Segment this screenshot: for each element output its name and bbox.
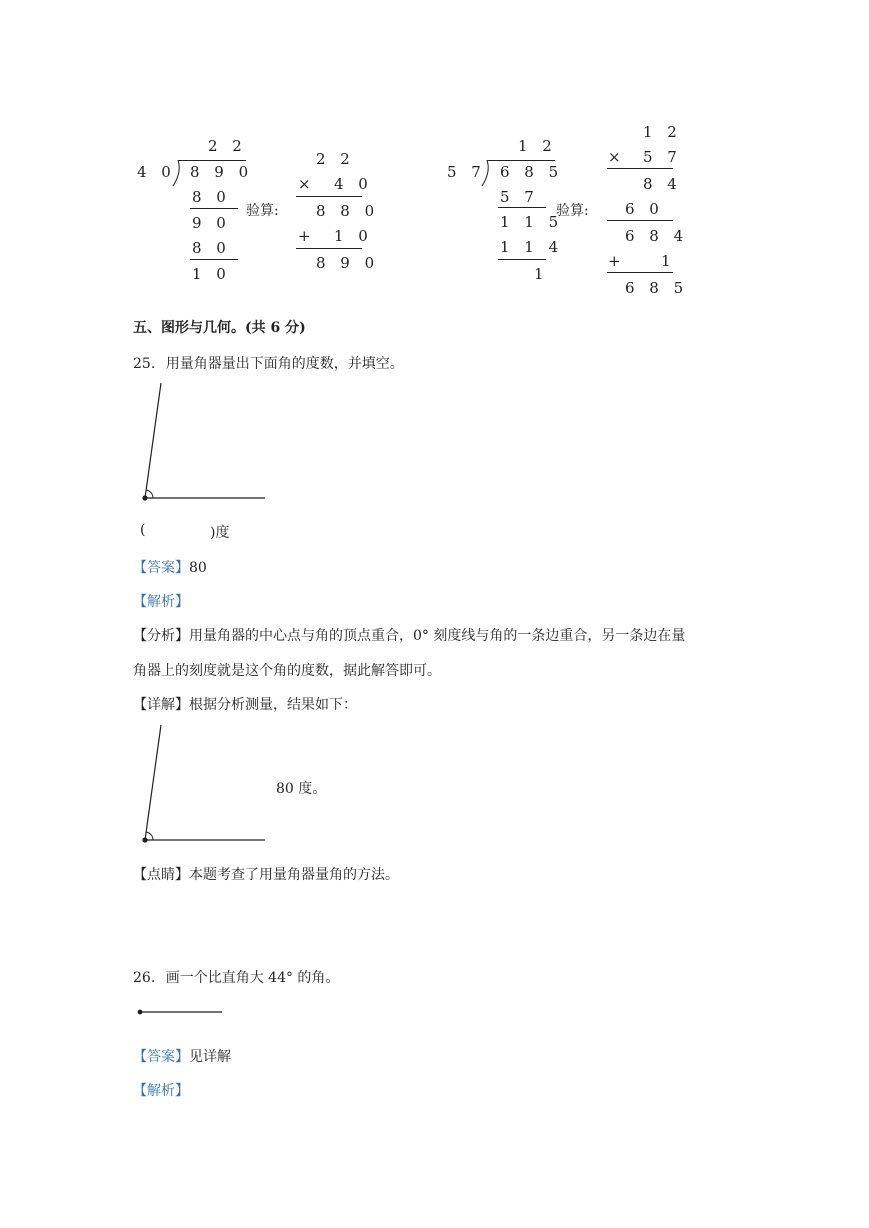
question-25 [133, 353, 404, 373]
fenxi-line-2: 角器上的刻度就是这个角的度数，据此解答即可。 [133, 663, 441, 679]
analysis-tag: 【解析】 [133, 594, 189, 610]
times-sign: × [608, 148, 626, 166]
angle-figure-measured [133, 722, 273, 848]
remainder: 1 [534, 265, 549, 283]
check-product: 6 8 4 [625, 227, 689, 245]
question-text: 画一个比直角大 44° 的角。 [165, 970, 340, 986]
answer-value: 见详解 [189, 1049, 231, 1065]
detail-row: 【详解】根据分析测量，结果如下： [133, 697, 357, 713]
dianjing-row: 【点睛】本题考查了用量角器量角的方法。 [133, 867, 399, 883]
section-title: 五、图形与几何。(共 6 分) [133, 320, 306, 336]
check-result: 8 9 0 [316, 254, 380, 272]
answer-value: 80 [189, 560, 207, 576]
step-2: 9 0 [192, 214, 231, 232]
check-label: 验算: [556, 203, 589, 219]
detail-tag: 【详解】 [133, 697, 189, 713]
step-1: 5 7 [500, 188, 539, 206]
result-text: 80 度。 [276, 781, 327, 797]
answer-row [133, 1046, 231, 1066]
check-factor-a: 2 2 [316, 150, 355, 168]
quotient: 2 2 [208, 137, 247, 155]
division-bracket [172, 160, 182, 188]
remainder: 1 0 [192, 265, 231, 283]
check-result: 6 8 5 [625, 279, 689, 297]
check-product: 8 8 0 [316, 202, 380, 220]
check-factor-b: 5 7 [643, 148, 682, 166]
times-sign: × [298, 175, 316, 193]
check-factor-b: 4 0 [334, 175, 373, 193]
check-partial-1: 8 4 [643, 175, 682, 193]
question-26 [133, 967, 339, 987]
blank-close: )度 [210, 525, 230, 541]
divisor: 4 0 [137, 163, 176, 181]
check-addend: 1 [661, 252, 676, 270]
divisor: 5 7 [447, 163, 486, 181]
check-label: 验算: [246, 203, 279, 219]
step-3: 1 1 4 [500, 238, 564, 256]
ray-figure [135, 1006, 227, 1018]
dividend: 6 8 5 [500, 163, 564, 181]
question-number: 26. [133, 970, 156, 986]
answer-tag: 【答案】 [133, 1049, 189, 1065]
dianjing-tag: 【点睛】 [133, 867, 189, 883]
question-text: 用量角器量出下面角的度数，并填空。 [165, 356, 404, 372]
plus-sign: + [608, 252, 626, 270]
check-factor-a: 1 2 [643, 123, 682, 141]
question-number: 25. [133, 356, 156, 372]
answer-row [133, 557, 207, 577]
angle-figure [133, 380, 273, 506]
analysis-tag: 【解析】 [133, 1083, 189, 1099]
check-partial-2: 6 0 [625, 200, 664, 218]
step-3: 8 0 [192, 239, 231, 257]
step-1: 8 0 [192, 188, 231, 206]
blank-open: ( [140, 522, 146, 538]
dividend: 8 9 0 [190, 163, 254, 181]
fenxi-tag: 【分析】 [133, 628, 189, 644]
fenxi-line-1: 【分析】用量角器的中心点与角的顶点重合，0° 刻度线与角的一条边重合，另一条边在量 [133, 628, 686, 644]
answer-tag: 【答案】 [133, 560, 189, 576]
step-2: 1 1 5 [500, 213, 564, 231]
quotient: 1 2 [518, 137, 557, 155]
division-bracket [481, 160, 491, 188]
plus-sign: + [298, 227, 316, 245]
check-addend: 1 0 [334, 227, 373, 245]
